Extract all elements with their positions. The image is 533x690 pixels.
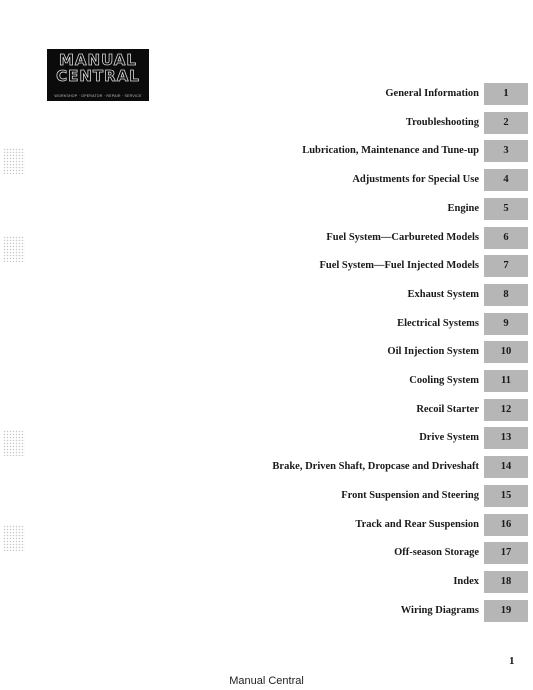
chapter-tab[interactable]: 19 xyxy=(484,600,528,622)
logo-tagline: WORKSHOP · OPERATOR · REPAIR · SERVICE xyxy=(54,94,142,98)
toc-entry-title: Off-season Storage xyxy=(394,547,479,559)
chapter-tab[interactable]: 7 xyxy=(484,255,528,277)
toc-entry[interactable] xyxy=(0,341,533,363)
toc-entry[interactable] xyxy=(0,284,533,306)
chapter-tab[interactable]: 17 xyxy=(484,542,528,564)
toc-entry[interactable] xyxy=(0,427,533,449)
chapter-tab[interactable]: 10 xyxy=(484,341,528,363)
toc-entry-title: Lubrication, Maintenance and Tune-up xyxy=(302,145,479,157)
toc-entry[interactable] xyxy=(0,255,533,277)
chapter-tab[interactable]: 6 xyxy=(484,227,528,249)
toc-entry-title: Fuel System—Carbureted Models xyxy=(326,231,479,243)
toc-entry[interactable] xyxy=(0,600,533,622)
toc-entry[interactable] xyxy=(0,112,533,134)
toc-entry-title: Exhaust System xyxy=(407,288,479,300)
logo-line-2: CENTRAL xyxy=(56,67,140,85)
toc-entry-title: Drive System xyxy=(419,432,479,444)
toc-entry[interactable] xyxy=(0,227,533,249)
chapter-tab[interactable]: 18 xyxy=(484,571,528,593)
toc-entry-title: General Information xyxy=(385,88,479,99)
toc-entry-title: Recoil Starter xyxy=(416,403,479,415)
chapter-tab[interactable]: 9 xyxy=(484,313,528,335)
toc-entry[interactable] xyxy=(0,313,533,335)
page-number: 1 xyxy=(509,655,515,667)
toc-entry-title: Wiring Diagrams xyxy=(400,604,479,616)
chapter-tab[interactable]: 15 xyxy=(484,485,528,507)
toc-entry-title: Adjustments for Special Use xyxy=(352,174,479,186)
toc-entry-title: Index xyxy=(453,575,479,587)
toc-entry[interactable] xyxy=(0,571,533,593)
toc-entry-title: Front Suspension and Steering xyxy=(341,489,479,501)
chapter-tab[interactable]: 13 xyxy=(484,427,528,449)
chapter-tab[interactable]: 3 xyxy=(484,140,528,162)
chapter-tab[interactable]: 8 xyxy=(484,284,528,306)
chapter-tab[interactable]: 11 xyxy=(484,370,528,392)
toc-entry-title: Cooling System xyxy=(409,375,479,386)
footer-label: Manual Central xyxy=(229,675,304,687)
toc-entry[interactable] xyxy=(0,198,533,220)
chapter-tab[interactable]: 12 xyxy=(484,399,528,421)
toc-entry-title: Brake, Driven Shaft, Dropcase and Driveshaft xyxy=(272,461,479,473)
toc-entry-title: Oil Injection System xyxy=(387,346,479,358)
toc-entry-title: Track and Rear Suspension xyxy=(355,518,479,530)
toc-entry[interactable] xyxy=(0,514,533,536)
logo-line-1: MANUAL xyxy=(59,51,137,69)
chapter-tab[interactable]: 14 xyxy=(484,456,528,478)
toc-entry[interactable] xyxy=(0,169,533,191)
chapter-tab[interactable]: 4 xyxy=(484,169,528,191)
toc-entry[interactable] xyxy=(0,456,533,478)
toc-entry[interactable] xyxy=(0,399,533,421)
toc-entry[interactable] xyxy=(0,83,533,105)
toc-entry[interactable] xyxy=(0,140,533,162)
chapter-tab[interactable]: 2 xyxy=(484,112,528,134)
toc-entry[interactable] xyxy=(0,485,533,507)
toc-entry[interactable] xyxy=(0,542,533,564)
chapter-tab[interactable]: 5 xyxy=(484,198,528,220)
chapter-tab[interactable]: 16 xyxy=(484,514,528,536)
chapter-tab[interactable]: 1 xyxy=(484,83,528,105)
toc-entry[interactable] xyxy=(0,370,533,392)
toc-entry-title: Troubleshooting xyxy=(405,116,479,128)
toc-entry-title: Electrical Systems xyxy=(397,317,479,329)
toc-entry-title: Engine xyxy=(447,202,479,214)
toc-entry-title: Fuel System—Fuel Injected Models xyxy=(319,260,479,272)
